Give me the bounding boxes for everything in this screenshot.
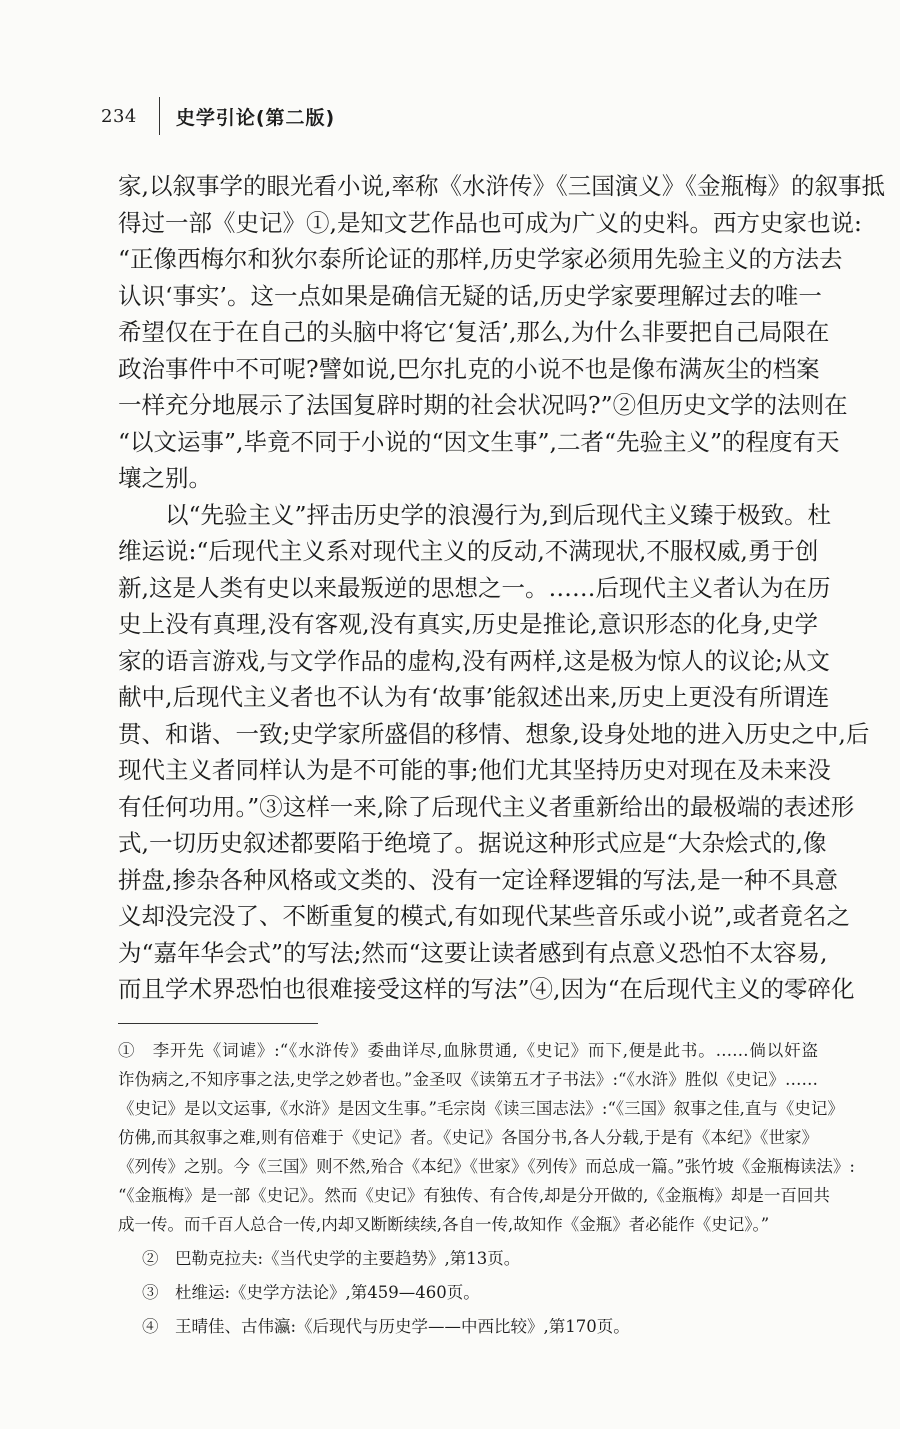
body-line: 以“先验主义”抨击历史学的浪漫行为,到后现代主义臻于极致。杜 bbox=[118, 500, 831, 529]
body-line: 义却没完没了、不断重复的模式,有如现代某些音乐或小说”,或者竟名之 bbox=[118, 902, 850, 930]
header-divider bbox=[159, 97, 160, 135]
footnote-2: ② 巴勒克拉夫:《当代史学的主要趋势》,第13页。 bbox=[142, 1249, 521, 1268]
body-text bbox=[118, 168, 885, 1008]
footnote-1-line: 《史记》是以文运事,《水浒》是因文生事。”毛宗岗《读三国志法》:“《三国》叙事之佳,直与《史记》 bbox=[118, 1099, 844, 1118]
body-line: 而且学术界恐怕也很难接受这样的写法”④,因为“在后现代主义的零碎化 bbox=[118, 975, 855, 1003]
body-line: 现代主义者同样认为是不可能的事;他们尤其坚持历史对现在及未来没 bbox=[118, 756, 831, 784]
body-line: 拼盘,掺杂各种风格或文类的、没有一定诠释逻辑的写法,是一种不具意 bbox=[118, 865, 838, 894]
body-line: 家的语言游戏,与文学作品的虚构,没有两样,这是极为惊人的议论;从文 bbox=[118, 646, 830, 675]
footnote-1-line: 《列传》之别。今《三国》则不然,殆合《本纪》《世家》《列传》而总成一篇。”张竹坡《金瓶梅读法》: bbox=[118, 1157, 855, 1176]
page-header bbox=[101, 96, 335, 136]
running-title: 史学引论(第二版) bbox=[175, 106, 336, 129]
body-line: 维运说:“后现代主义系对现代主义的反动,不满现状,不服权威,勇于创 bbox=[118, 537, 819, 565]
body-line: 新,这是人类有史以来最叛逆的思想之一。……后现代主义者认为在历 bbox=[118, 573, 831, 602]
body-line: 贯、和谐、一致;史学家所盛倡的移情、想象,设身处地的进入历史之中,后 bbox=[118, 719, 870, 748]
footnote-1-line: 仿佛,而其叙事之难,则有倍难于《史记》者。《史记》各国分书,各人分载,于是有《本纪》《世家》 bbox=[118, 1128, 818, 1147]
body-line: 壤之别。 bbox=[118, 464, 212, 492]
body-line: 认识‘事实’。这一点如果是确信无疑的话,历史学家要理解过去的唯一 bbox=[118, 281, 822, 310]
body-line: “以文运事”,毕竟不同于小说的“因文生事”,二者“先验主义”的程度有天 bbox=[118, 427, 840, 456]
footnote-1-line: ① 李开先《词谑》:“《水浒传》委曲详尽,血脉贯通,《史记》而下,便是此书。……倘以奸盗 bbox=[118, 1041, 818, 1060]
body-line: 献中,后现代主义者也不认为有‘故事’能叙述出来,历史上更没有所谓连 bbox=[118, 683, 830, 711]
body-line: 政治事件中不可呢?譬如说,巴尔扎克的小说不也是像布满灰尘的档案 bbox=[118, 354, 820, 383]
footnote-1-line: 成一传。而千百人总合一传,内却又断断续续,各自一传,故知作《金瓶》者必能作《史记》。” bbox=[118, 1215, 770, 1234]
body-line: 史上没有真理,没有客观,没有真实,历史是推论,意识形态的化身,史学 bbox=[118, 610, 818, 638]
body-line: 一样充分地展示了法国复辟时期的社会状况吗?”②但历史文学的法则在 bbox=[118, 391, 848, 419]
footnote-1-line: “《金瓶梅》是一部《史记》。然而《史记》有独传、有合传,却是分开做的,《金瓶梅》却是一百回共 bbox=[118, 1186, 830, 1205]
body-line: 得过一部《史记》①,是知文艺作品也可成为广义的史料。西方史家也说: bbox=[118, 208, 862, 237]
footnote-1-line: 诈伪病之,不知序事之法,史学之妙者也。”金圣叹《读第五才子书法》:“《水浒》胜似《史记》…… bbox=[118, 1070, 818, 1089]
footnote-divider bbox=[118, 1023, 318, 1024]
body-line: 家,以叙事学的眼光看小说,率称《水浒传》《三国演义》《金瓶梅》的叙事抵 bbox=[118, 172, 885, 200]
body-line: 为“嘉年华会式”的写法;然而“这要让读者感到有点意义恐怕不太容易, bbox=[118, 938, 828, 967]
footnote-3: ③ 杜维运:《史学方法论》,第459—460页。 bbox=[142, 1283, 480, 1302]
body-line: 希望仅在于在自己的头脑中将它‘复活’,那么,为什么非要把自己局限在 bbox=[118, 318, 830, 346]
body-line: “正像西梅尔和狄尔泰所论证的那样,历史学家必须用先验主义的方法去 bbox=[118, 245, 843, 273]
footnote-4: ④ 王晴佳、古伟瀛:《后现代与历史学——中西比较》,第170页。 bbox=[142, 1317, 630, 1336]
footnotes bbox=[118, 1034, 855, 1341]
page-number: 234 bbox=[101, 105, 137, 127]
body-line: 式,一切历史叙述都要陷于绝境了。据说这种形式应是“大杂烩式的,像 bbox=[118, 829, 827, 857]
body-line: 有任何功用。”③这样一来,除了后现代主义者重新给出的最极端的表述形 bbox=[118, 792, 855, 821]
